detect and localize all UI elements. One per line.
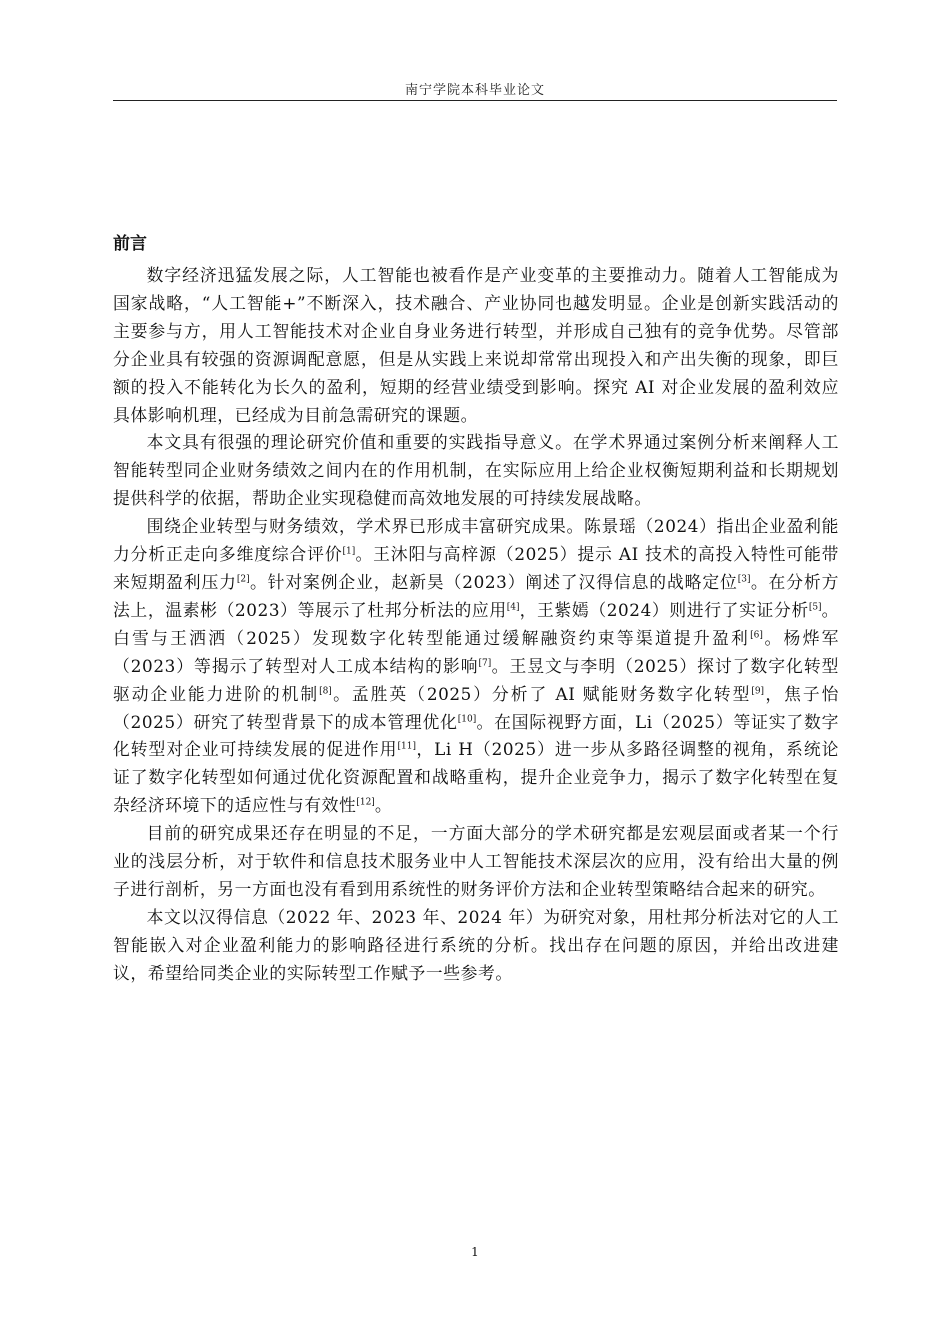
paragraph xyxy=(113,513,839,820)
paragraph-text: 。孟胜英（2025）分析了 AI 赋能财务数字化转型 xyxy=(331,683,752,704)
paragraph-text: 数字经济迅猛发展之际，人工智能也被看作是产业变革的主要推动力。随着人工智能成为国家战略，“人工智能+”不断深入，技术融合、产业协同也越发明显。企业是创新实践活动的主要参与方，用人工智能技术对企业自身业务进行转型，并形成自己独有的竞争优势。尽管部分企业具有较强的资源调配意愿，但是从实践上来说却常常出现投入和产出失衡的现象，即巨额的投入不能转化为长久的盈利，短期的经营业绩受到影响。探究 AI 对企业发展的盈利效应具体影响机理，已经成为目前急需研究的课题。 xyxy=(113,265,839,425)
paragraph-text: 。针对案例企业，赵新昊（2023）阐述了汉得信息的战略定位 xyxy=(249,571,738,592)
header-rule xyxy=(113,100,837,101)
paragraph-text: 。在国际视野方面，Li（2025）等证实了数字化转型对企业可持续发展的促进作用 xyxy=(113,711,839,760)
paragraph-text: ，王紫嫣（2024）则进行了实证分析 xyxy=(519,599,809,620)
citation-ref: [7] xyxy=(478,658,492,669)
paragraph-text: ，Li H（2025）进一步从多路径调整的视角，系统论证了数字化转型如何通过优化资源配置和战略重构，提升企业竞争力，揭示了数字化转型在复杂经济环境下的适应性与有效性 xyxy=(113,739,839,816)
citation-ref: [6] xyxy=(750,630,763,641)
paragraph-text: 。白雪与王洒洒（2025）发现数字化转型能通过缓解融资约束等渠道提升盈利 xyxy=(113,599,839,648)
paragraph-text: ，焦子怡（2025）研究了转型背景下的成本管理优化 xyxy=(113,683,839,732)
paragraph-text: 。在分析方法上，温素彬（2023）等展示了杜邦分析法的应用 xyxy=(113,571,839,620)
paragraph-text: 。杨烨军（2023）等揭示了转型对人工成本结构的影响 xyxy=(113,627,839,676)
running-header: 南宁学院本科毕业论文 xyxy=(404,83,545,98)
paragraph-text: 。 xyxy=(374,795,393,816)
citation-ref: [8] xyxy=(319,686,332,696)
section-title: 前言 xyxy=(113,234,147,254)
citation-ref: [9] xyxy=(751,686,765,696)
paragraph xyxy=(113,262,839,429)
citation-ref: [4] xyxy=(506,602,520,613)
paragraph-text: 目前的研究成果还存在明显的不足，一方面大部分的学术研究都是宏观层面或者某一个行业的浅层分析，对于软件和信息技术服务业中人工智能技术深层次的应用，没有给出大量的例子进行剖析，另一方面也没有看到用系统性的财务评价方法和企业转型策略结合起来的研究。 xyxy=(113,823,839,899)
body-text xyxy=(113,262,839,988)
paragraph xyxy=(113,820,839,904)
paragraph-text: 围绕企业转型与财务绩效，学术界已形成丰富研究成果。陈景瑶（2024）指出企业盈利能力分析正走向多维度综合评价 xyxy=(113,516,839,565)
paragraph xyxy=(113,429,839,513)
citation-ref: [1] xyxy=(342,546,356,557)
citation-ref: [2] xyxy=(236,574,250,585)
citation-ref: [12] xyxy=(356,797,375,808)
paragraph-text: 。王昱文与李明（2025）探讨了数字化转型驱动企业能力进阶的机制 xyxy=(113,655,839,704)
citation-ref: [10] xyxy=(457,713,477,724)
page-number: 1 xyxy=(471,1245,479,1259)
citation-ref: [5] xyxy=(808,602,822,613)
citation-ref: [11] xyxy=(397,741,416,752)
paragraph-text: 。王沐阳与高梓源（2025）提示 AI 技术的高投入特性可能带来短期盈利压力 xyxy=(113,544,839,592)
paragraph-text: 本文以汉得信息（2022 年、2023 年、2024 年）为研究对象，用杜邦分析法对它的人工智能嵌入对企业盈利能力的影响路径进行系统的分析。找出存在问题的原因，并给出改进建议，希望给同类企业的实际转型工作赋予一些参考。 xyxy=(113,906,839,983)
citation-ref: [3] xyxy=(737,574,751,585)
paragraph xyxy=(113,904,839,988)
paragraph-text: 本文具有很强的理论研究价值和重要的实践指导意义。在学术界通过案例分析来阐释人工智能转型同企业财务绩效之间内在的作用机制，在实际应用上给企业权衡短期利益和长期规划提供科学的依据，帮助企业实现稳健而高效地发展的可持续发展战略。 xyxy=(113,432,839,509)
